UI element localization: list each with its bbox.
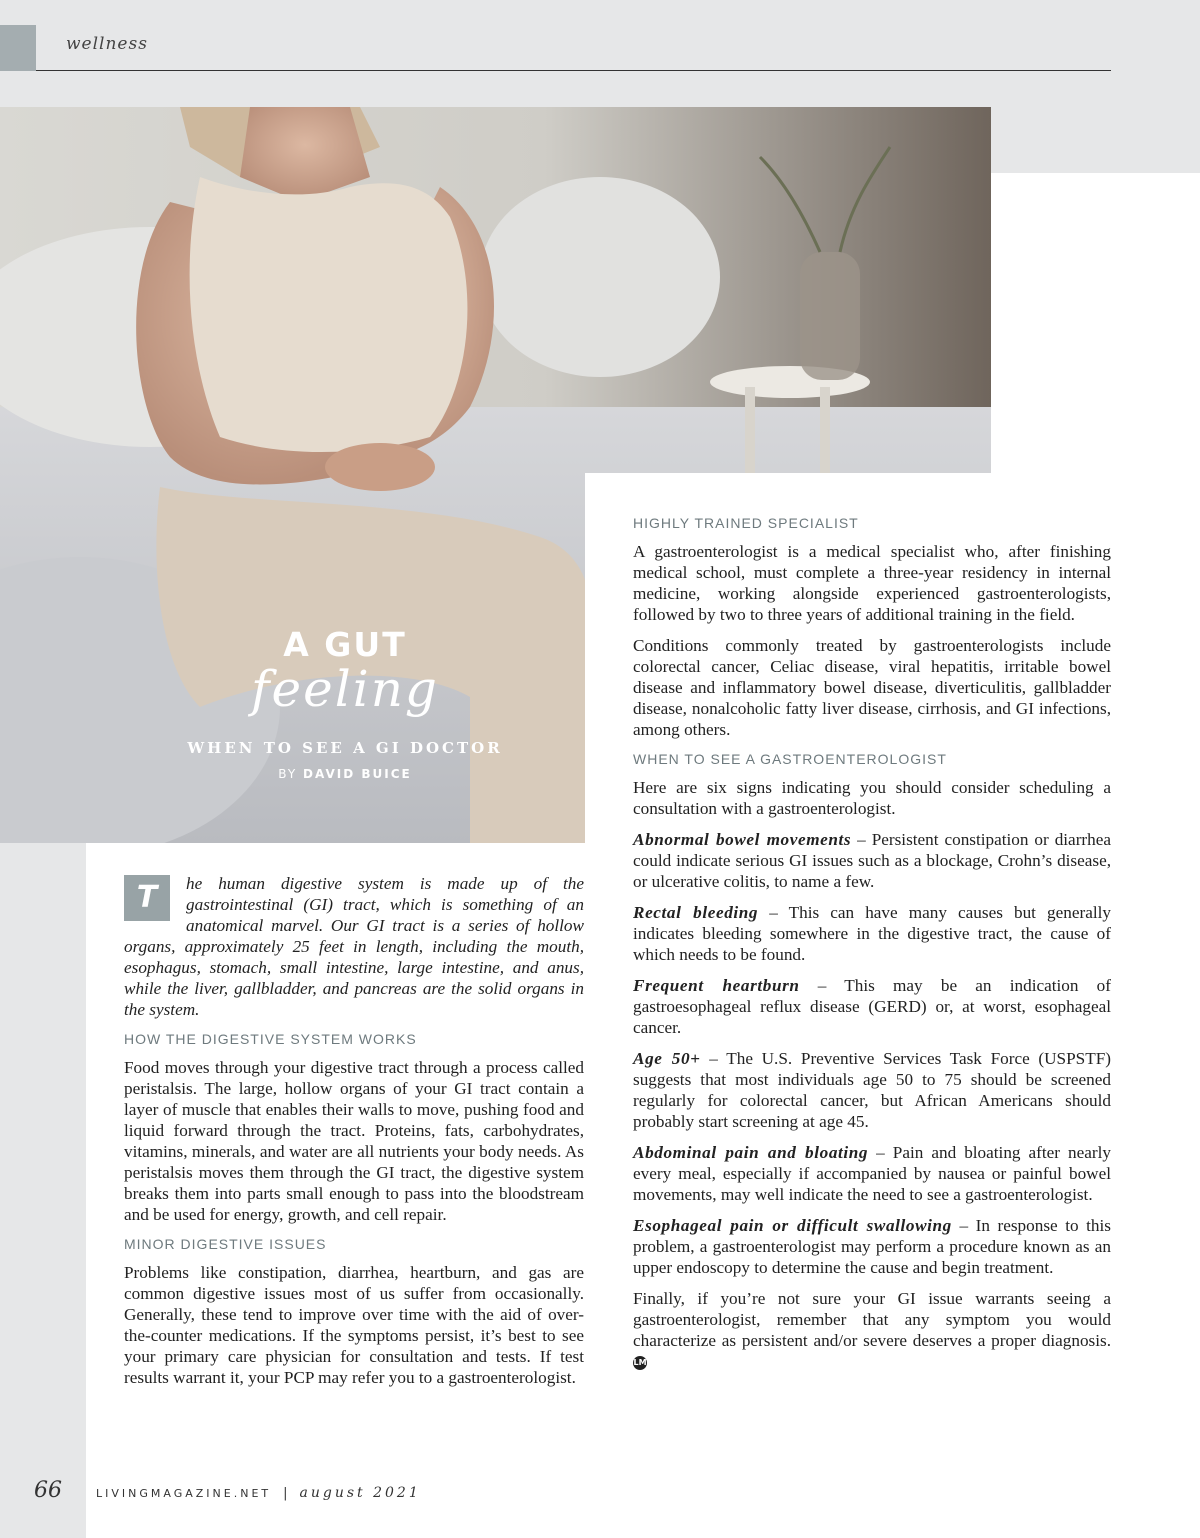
sign-item [633,1215,1111,1278]
issue-date: august 2021 [299,1485,421,1501]
section-heading: HOW THE DIGESTIVE SYSTEM WORKS [124,1031,417,1047]
sign-text: – Persistent constipation or diarrhea could indicate serious GI issues such as a blockage, Crohn’s disease, or ulcerative colitis, to name a few. [633,830,1111,891]
byline-prefix: BY [278,767,298,781]
end-mark-icon: LM [633,1356,647,1370]
closing-paragraph [633,1288,1111,1372]
sign-item [633,975,1111,1038]
sign-text: – This may be an indication of gastroesophageal reflux disease (GERD) or, at worst, esophageal cancer. [633,976,1111,1037]
sign-text: – The U.S. Preventive Services Task Force (USPSTF) suggests that most individuals age 50 to 75 should be screened regularly for colorectal cancer, but African Americans should probably start screening at age 45. [633,1049,1111,1131]
sign-lead: Age 50+ [633,1049,701,1068]
page-number: 66 [34,1478,62,1503]
intro-text: he human digestive system is made up of the gastrointestinal (GI) tract, which is something of an anatomical marvel. Our GI tract is a series of hollow organs, approximately 25 feet in length, including the mouth, esophagus, stomach, small intestine, large intestine, and anus, while the liver, gallbladder, and pancreas are the solid organs in the system. [124,874,584,1019]
sign-lead: Abdominal pain and bloating [633,1143,869,1162]
page-footer [34,1478,421,1502]
section-body: Conditions commonly treated by gastroenterologists include colorectal cancer, Celiac disease, viral hepatitis, irritable bowel disease and inflammatory bowel disease, diverticulitis, gallbladder disease, nonalcoholic fatty liver disease, cirrhosis, and GI infections, among others. [633,636,1111,739]
title-block [180,625,510,781]
article-title: A GUT [283,625,407,664]
section-label: wellness [66,34,148,54]
section-body: A gastroenterologist is a medical specialist who, after finishing medical school, must complete a three-year residency in internal medicine, working alongside experienced gastroenterologists, followed by two to three years of additional training in the field. [633,542,1111,624]
article-subtitle: WHEN TO SEE A GI DOCTOR [187,739,503,757]
intro-paragraph [124,873,584,1020]
article-title-script: feeling [251,660,439,718]
sign-item [633,829,1111,892]
sign-lead: Frequent heartburn [633,976,800,995]
sign-text: – In response to this problem, a gastroenterologist may perform a procedure known as an upper endoscopy to determine the cause and begin treatment. [633,1216,1111,1277]
closing-text: Finally, if you’re not sure your GI issue warrants seeing a gastroenterologist, remember that any symptom you would characterize as persistent and/or severe deserves a proper diagnosis. [633,1289,1111,1350]
left-column [124,873,584,1398]
section-heading: MINOR DIGESTIVE ISSUES [124,1236,327,1252]
site-link: LIVINGMAGAZINE.NET [96,1487,272,1500]
footer-separator: | [283,1486,288,1501]
byline [180,767,510,781]
right-column [633,514,1111,1382]
drop-cap: T [124,875,170,921]
header-rule [36,70,1111,71]
sign-text: – Pain and bloating after nearly every meal, especially if accompanied by nausea or painful bowel movements, may well indicate the need to see a gastroenterologist. [633,1143,1111,1204]
author-name: DAVID BUICE [303,767,412,781]
section-body: Food moves through your digestive tract through a process called peristalsis. The large, hollow organs of your GI tract contain a layer of muscle that enables their walls to move, pushing food and liquid forward through the tract. Proteins, fats, carbohydrates, vitamins, minerals, and water are all nutrients your body needs. As peristalsis moves them through the GI tract, the digestive system breaks them into parts small enough to pass into the bloodstream and be used for energy, growth, and cell repair. [124,1058,584,1224]
section-heading: HIGHLY TRAINED SPECIALIST [633,515,859,531]
sign-lead: Abnormal bowel movements [633,830,852,849]
sign-lead: Esophageal pain or difficult swallowing [633,1216,952,1235]
sign-item [633,902,1111,965]
section-tab [0,25,36,71]
sign-item [633,1142,1111,1205]
section-body: Problems like constipation, diarrhea, heartburn, and gas are common digestive issues most of us suffer from occasionally. Generally, these tend to improve over time with the aid of over-the-counter medications. If the symptoms persist, it’s best to see your primary care physician for consultation and tests. If test results warrant it, your PCP may refer you to a gastroenterologist. [124,1263,584,1387]
section-heading: WHEN TO SEE A GASTROENTEROLOGIST [633,751,947,767]
sign-item [633,1048,1111,1132]
sign-lead: Rectal bleeding [633,903,759,922]
sign-text: – This can have many causes but generally indicates bleeding somewhere in the digestive tract, the cause of which needs to be found. [633,903,1111,964]
section-body: Here are six signs indicating you should consider scheduling a consultation with a gastroenterologist. [633,778,1111,818]
